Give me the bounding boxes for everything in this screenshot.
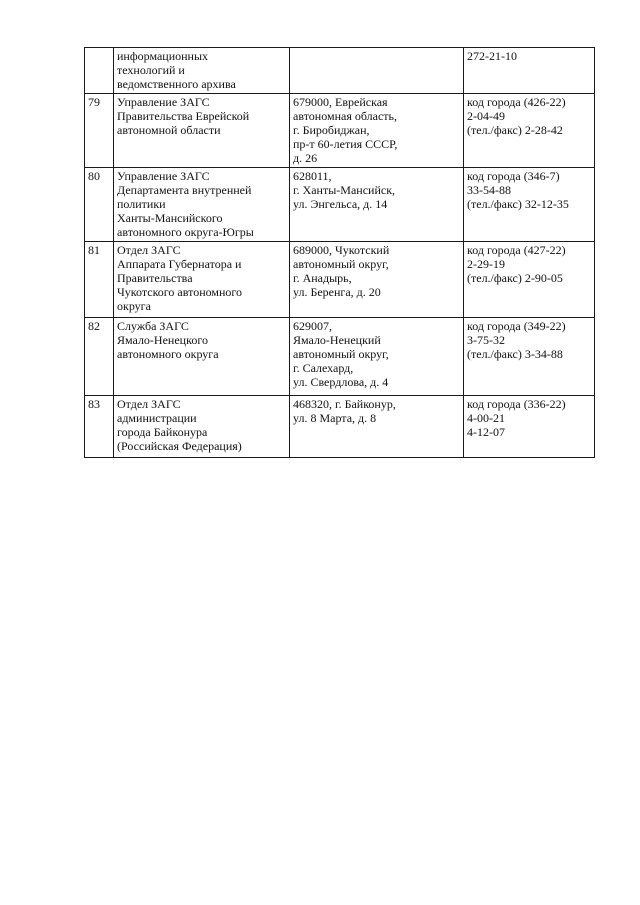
office-name-cell [114,396,290,458]
phone-cell [464,48,595,94]
phone-line: 2-04-49 [467,109,505,123]
office-name-line: округа [117,299,151,313]
address-cell [290,94,464,168]
phone-line: код города (346-7) [467,169,560,183]
address-line: д. 26 [293,151,318,165]
office-name-line: Отдел ЗАГС [117,397,181,411]
address-line: 689000, Чукотский [293,243,390,257]
address-line: Ямало-Ненецкий [293,333,381,347]
address-line: ул. Свердлова, д. 4 [293,375,389,389]
phone-cell [464,242,595,318]
address-line: 629007, [293,319,332,333]
registry-office-table [84,47,595,458]
office-name-line: автономного округа [117,347,219,361]
address-line: г. Ханты-Мансийск, [293,183,396,197]
phone-cell [464,318,595,396]
phone-line: код города (336-22) [467,397,566,411]
address-line: ул. Энгельса, д. 14 [293,197,388,211]
phone-cell [464,168,595,242]
address-line: г. Биробиджан, [293,123,370,137]
table-row [85,318,595,396]
office-name-line: (Российская Федерация) [117,439,242,453]
address-line: ул. 8 Марта, д. 8 [293,411,377,425]
row-number: 81 [88,243,100,257]
phone-line: 2-29-19 [467,257,505,271]
office-name-line: администрации [117,411,197,425]
row-number: 79 [88,95,100,109]
table-row [85,94,595,168]
phone-line: код города (349-22) [467,319,566,333]
phone-line: 33-54-88 [467,183,511,197]
row-number-cell [85,396,114,458]
address-cell [290,318,464,396]
address-line: автономный округ, [293,347,389,361]
address-line: ул. Беренга, д. 20 [293,285,381,299]
table-row [85,396,595,458]
office-name-line: Ямало-Ненецкого [117,333,208,347]
phone-line: 272-21-10 [467,49,517,63]
row-number: 83 [88,397,100,411]
address-line: г. Салехард, [293,361,354,375]
phone-line: (тел./факс) 2-28-42 [467,123,563,137]
office-name-line: Аппарата Губернатора и [117,257,242,271]
address-line: 679000, Еврейская [293,95,388,109]
office-name-line: Правительства Еврейской [117,109,250,123]
office-name-line: Правительства [117,271,193,285]
office-name-line: автономной области [117,123,221,137]
row-number: 82 [88,319,100,333]
phone-line: 4-12-07 [467,425,505,439]
address-line: автономный округ, [293,257,389,271]
office-name-cell [114,318,290,396]
address-cell [290,48,464,94]
address-line: пр-т 60-летия СССР, [293,137,398,151]
office-name-cell [114,168,290,242]
address-line: 468320, г. Байконур, [293,397,396,411]
office-name-line: Управление ЗАГС [117,169,210,183]
phone-line: код города (426-22) [467,95,566,109]
address-line: автономная область, [293,109,397,123]
row-number-cell [85,168,114,242]
phone-cell [464,94,595,168]
office-name-line: автономного округа-Югры [117,225,254,239]
office-name-line: Служба ЗАГС [117,319,189,333]
office-name-line: Ханты-Мансийского [117,211,223,225]
phone-line: код города (427-22) [467,243,566,257]
office-name-line: города Байконура [117,425,208,439]
address-cell [290,242,464,318]
row-number-cell [85,242,114,318]
address-line: 628011, [293,169,332,183]
office-name-line: Управление ЗАГС [117,95,210,109]
phone-line: (тел./факс) 3-34-88 [467,347,563,361]
office-name-cell [114,242,290,318]
address-cell [290,168,464,242]
row-number: 80 [88,169,100,183]
row-number-cell [85,48,114,94]
office-name-line: ведомственного архива [117,77,236,91]
office-name-line: Чукотского автономного [117,285,243,299]
table-row [85,168,595,242]
office-name-line: информационных [117,49,209,63]
address-line: г. Анадырь, [293,271,352,285]
row-number-cell [85,318,114,396]
office-name-line: Департамента внутренней [117,183,252,197]
office-name-cell [114,94,290,168]
office-name-cell [114,48,290,94]
office-name-line: Отдел ЗАГС [117,243,181,257]
table-row [85,48,595,94]
office-name-line: технологий и [117,63,185,77]
phone-line: (тел./факс) 32-12-35 [467,197,569,211]
phone-line: 4-00-21 [467,411,505,425]
address-cell [290,396,464,458]
office-name-line: политики [117,197,166,211]
phone-cell [464,396,595,458]
row-number-cell [85,94,114,168]
phone-line: (тел./факс) 2-90-05 [467,271,563,285]
phone-line: 3-75-32 [467,333,505,347]
table-row [85,242,595,318]
